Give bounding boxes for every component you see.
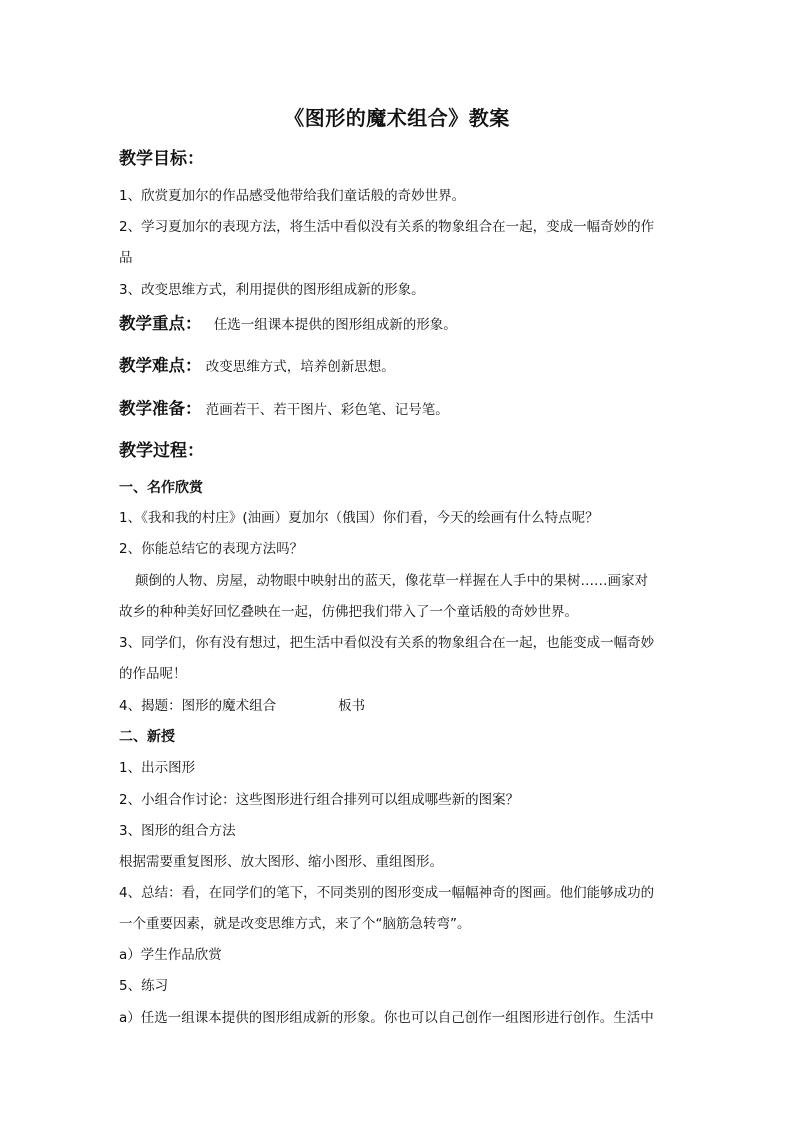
preparation-row [119,399,679,420]
section1-line-1: 1、《我和我的村庄》(油画）夏加尔（俄国）你们看，今天的绘画有什么特点呢？ [119,510,599,526]
section2-line-3: 3、图形的组合方法 [119,823,236,839]
section1-reveal-note: 板书 [338,698,366,714]
section1-line-3: 颠倒的人物、房屋，动物眼中映射出的蓝天，像花草一样握在人手中的果树……画家对 [135,573,648,589]
goal-item-2-continued: 品 [119,250,133,266]
section1-reveal-row [119,696,679,716]
difficulty-label: 教学难点： [119,356,202,375]
goal-item-1: 1、欣赏夏加尔的作品感受他带给我们童话般的奇妙世界。 [119,188,466,204]
key-point-text: 任选一组课本提供的图形组成新的形象。 [213,317,457,333]
difficulty-row [119,356,679,377]
process-heading: 教学过程： [119,441,204,461]
goal-item-2: 2、学习夏加尔的表现方法，将生活中看似没有关系的物象组合在一起，变成一幅奇妙的作 [119,219,655,235]
section2-line-9: a）任选一组课本提供的图形组成新的形象。你也可以自己创作一组图形进行创作。生活中 [119,1010,654,1026]
key-point-label: 教学重点： [119,314,202,333]
section1-line-5: 3、同学们，你有没有想过，把生活中看似没有关系的物象组合在一起，也能变成一幅奇妙 [119,635,655,651]
section2-line-7: a）学生作品欣赏 [119,947,222,963]
section2-line-2: 2、小组合作讨论：这些图形进行组合排列可以组成哪些新的图案？ [119,792,520,808]
section2-line-5: 4、总结：看，在同学们的笔下，不同类别的图形变成一幅幅神奇的图画。他们能够成功的 [119,885,655,901]
section1-line-6: 的作品呢！ [119,666,187,682]
key-point-row [119,314,679,335]
page-title: 《图形的魔术组合》教案 [284,106,510,130]
section1-line-2: 2、你能总结它的表现方法吗？ [119,541,304,557]
section2-line-1: 1、出示图形 [119,760,196,776]
goal-item-3: 3、改变思维方式，利用提供的图形组成新的形象。 [119,282,425,298]
goals-heading: 教学目标： [119,149,204,169]
difficulty-text: 改变思维方式，培养创新思想。 [205,359,395,375]
section1-reveal-text: 4、揭题：图形的魔术组合 [119,698,277,714]
section2-line-4: 根据需要重复图形、放大图形、缩小图形、重组图形。 [119,854,443,870]
preparation-label: 教学准备： [119,399,202,418]
section1-line-4: 故乡的种种美好回忆叠映在一起，仿佛把我们带入了一个童话般的奇妙世界。 [119,604,578,620]
section1-heading: 一、名作欣赏 [119,480,203,496]
section2-line-6: 一个重要因素，就是改变思维方式，来了个“脑筋急转弯”。 [119,916,471,932]
section2-line-8: 5、练习 [119,978,169,994]
preparation-text: 范画若干、若干图片、彩色笔、记号笔。 [205,402,449,418]
section2-heading: 二、新授 [119,729,175,745]
